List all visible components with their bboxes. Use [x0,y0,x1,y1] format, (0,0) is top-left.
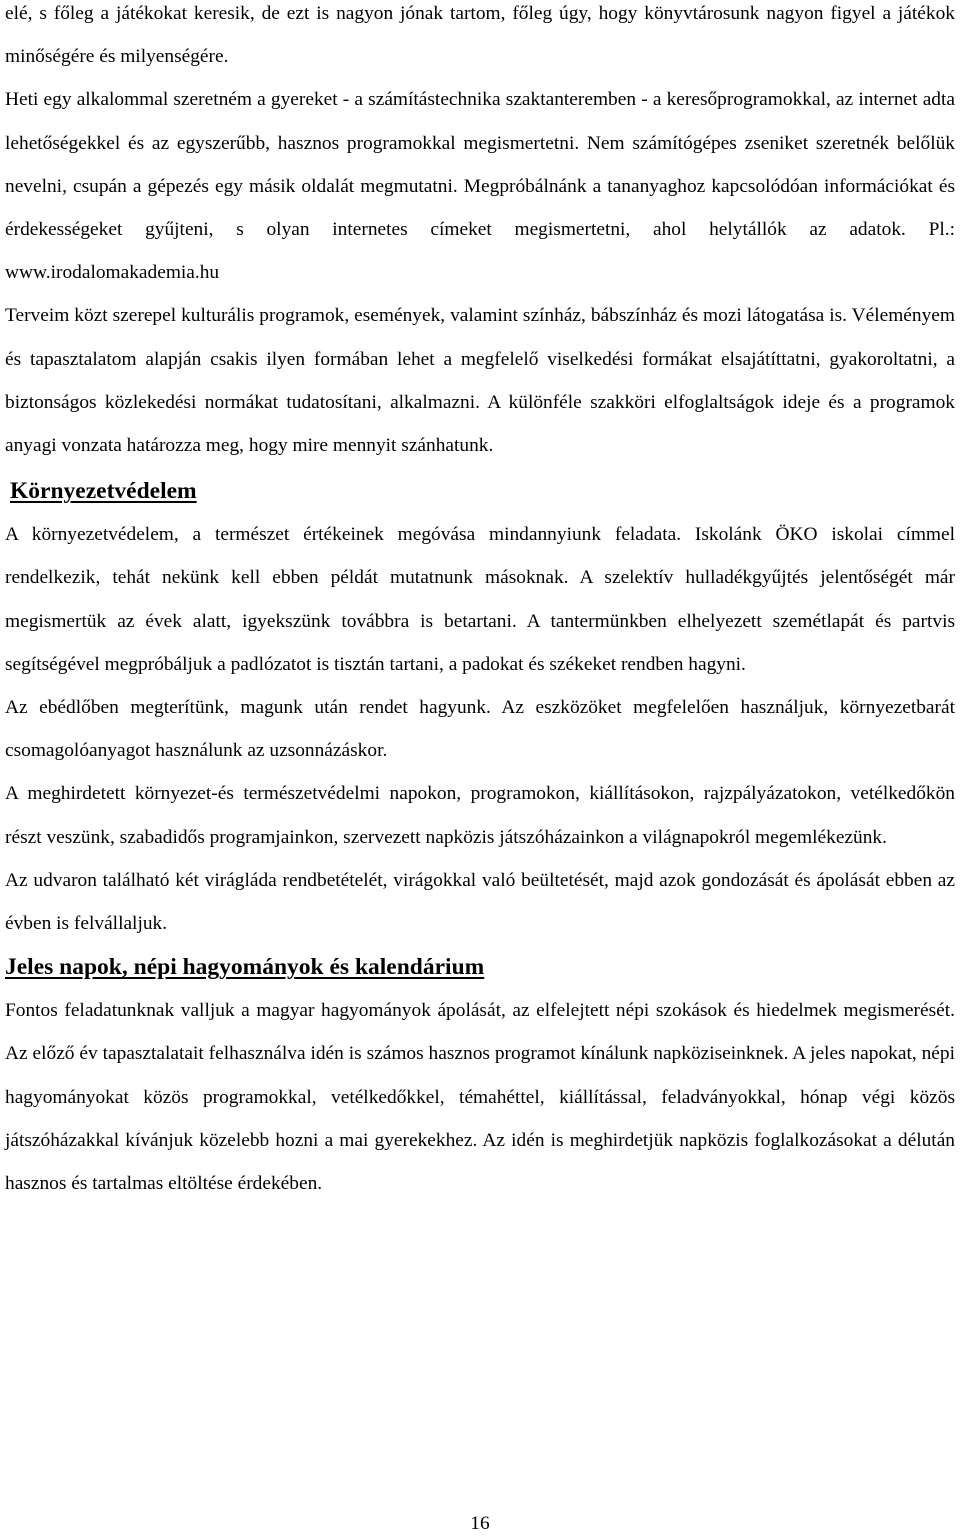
paragraph-env-dining: Az ebédlőben megterítünk, magunk után rendet hagyunk. Az eszközöket megfelelően használjuk, környezetbarát csomagolóanyagot használunk az uzsonnázáskor. [5,697,955,762]
heading-environment: Környezetvédelem [10,478,197,505]
paragraph-env-flowerbox: Az udvaron található két virágláda rendbetételét, virágokkal való beültetését, majd azok gondozását és ápolását ebben az évben is felvállaljuk. [5,869,955,935]
paragraph-env-intro: A környezetvédelem, a természet értékeinek megóvása mindannyiunk feladata. Iskolánk ÖKO iskolai címmel rendelkezik, tehát nekünk kell ebben példát mutatnunk másoknak. A szelektív hulladékgyűjtés jelentőségét már megismertük az évek alatt, igyekszünk továbbra is betartani. A tantermünkben elhelyezett szemétlapát és partvis segítségével megpróbáljuk a padlózatot is tisztán tartani, a padokat és székeket rendben hagyni. [5,524,955,675]
paragraph-computing-plan: Heti egy alkalommal szeretném a gyereket - a számítástechnika szaktanteremben - a keresőprogramokkal, az internet adta lehetőségekkel és az egyszerűbb, hasznos programokkal megismertetni. Nem számítógépes zseniket szeretnék belőlük nevelni, csupán a gépezés egy másik oldalát megmutatni. Megpróbálnánk a tananyaghoz kapcsolódóan információkat és érdekességeket gyűjteni, s olyan internetes címeket megismertetni, ahol helytállók az adatok. Pl.: www.irodalomakademia.hu [5,89,955,284]
document-page [5,0,955,1205]
page-number: 16 [470,1513,490,1534]
paragraph-cultural-programs: Terveim közt szerepel kulturális programok, események, valamint színház, bábszínház és mozi látogatása is. Véleményem és tapasztalatom alapján csakis ilyen formában lehet a megfelelő viselkedési formákat elsajátíttatni, gyakoroltatni, a biztonságos közlekedési normákat tudatosítani, alkalmazni. A különféle szakköri elfoglaltságok ideje és a programok anyagi vonzata határozza meg, hogy mire mennyit szánhatunk. [5,305,955,457]
paragraph-traditions: Fontos feladatunknak valljuk a magyar hagyományok ápolását, az elfelejtett népi szokások és hiedelmek megismerését. Az előző év tapasztalatait felhasználva idén is számos hasznos programot kínálunk napköziseinknek. A jeles napokat, népi hagyományokat közös programokkal, vetélkedőkkel, témahéttel, kiállítással, feladványokkal, hónap végi közös játszóházakkal kívánjuk közelebb hozni a mai gyerekekhez. Az idén is meghirdetjük napközis foglalkozásokat a délután hasznos és tartalmas eltöltése érdekében. [5,1000,955,1195]
heading-traditions: Jeles napok, népi hagyományok és kalendárium [5,954,485,981]
paragraph-library-games: elé, s főleg a játékokat keresik, de ezt is nagyon jónak tartom, főleg úgy, hogy könyvtárosunk nagyon figyel a játékok minőségére és milyenségére. [5,3,955,68]
paragraph-env-events: A meghirdetett környezet-és természetvédelmi napokon, programokon, kiállításokon, rajzpályázatokon, vetélkedőkön részt veszünk, szabadidős programjainkon, szervezett napközis játszóházainkon a világnapokról megemlékezünk. [5,783,955,848]
